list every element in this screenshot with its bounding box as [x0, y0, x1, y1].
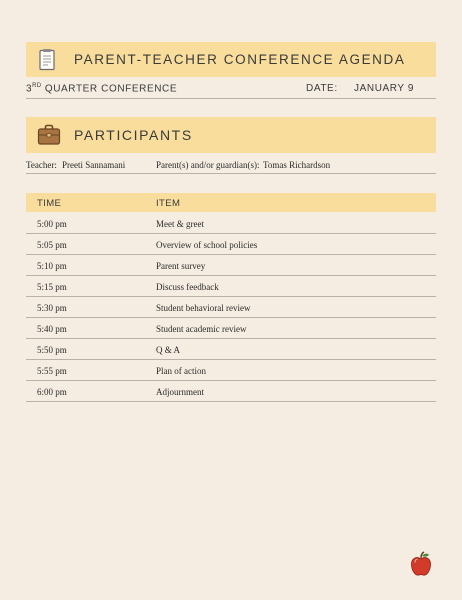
row-item: Meet & greet	[156, 219, 204, 229]
table-row	[26, 297, 436, 318]
row-time: 5:05 pm	[37, 240, 67, 250]
item-column-header: ITEM	[156, 198, 181, 209]
row-item: Discuss feedback	[156, 282, 219, 292]
table-row	[26, 318, 436, 339]
row-item: Overview of school policies	[156, 240, 258, 250]
teacher-name: Preeti Sannamani	[62, 160, 126, 170]
row-item: Parent survey	[156, 261, 206, 271]
quarter-label: 3RD QUARTER CONFERENCE	[26, 83, 178, 95]
conference-info-line	[26, 78, 436, 99]
row-time: 6:00 pm	[37, 387, 67, 397]
table-row	[26, 276, 436, 297]
briefcase-icon	[37, 124, 61, 151]
page-title: PARENT-TEACHER CONFERENCE AGENDA	[74, 52, 406, 67]
table-row	[26, 213, 436, 234]
parent-name: Tomas Richardson	[263, 160, 331, 170]
row-time: 5:00 pm	[37, 219, 67, 229]
document-icon	[37, 49, 57, 76]
row-item: Student behavioral review	[156, 303, 251, 313]
date-label: DATE:	[306, 83, 338, 94]
table-row	[26, 255, 436, 276]
teacher-label: Teacher:	[26, 160, 57, 170]
time-column-header: TIME	[37, 198, 62, 209]
parent-label: Parent(s) and/or guardian(s):	[156, 160, 260, 170]
agenda-title-banner	[26, 42, 436, 77]
agenda-table-header	[26, 193, 436, 212]
table-row	[26, 339, 436, 360]
row-item: Q & A	[156, 345, 181, 355]
participants-banner	[26, 117, 436, 153]
row-time: 5:50 pm	[37, 345, 67, 355]
row-item: Adjournment	[156, 387, 204, 397]
table-row	[26, 360, 436, 381]
row-time: 5:10 pm	[37, 261, 67, 271]
row-time: 5:30 pm	[37, 303, 67, 313]
date-value: JANUARY 9	[354, 83, 415, 94]
row-item: Student academic review	[156, 324, 247, 334]
table-row	[26, 234, 436, 255]
row-item: Plan of action	[156, 366, 206, 376]
apple-icon	[410, 551, 432, 582]
table-row	[26, 381, 436, 402]
participants-line	[26, 155, 436, 174]
row-time: 5:40 pm	[37, 324, 67, 334]
row-time: 5:15 pm	[37, 282, 67, 292]
participants-title: PARTICIPANTS	[74, 127, 193, 143]
row-time: 5:55 pm	[37, 366, 67, 376]
